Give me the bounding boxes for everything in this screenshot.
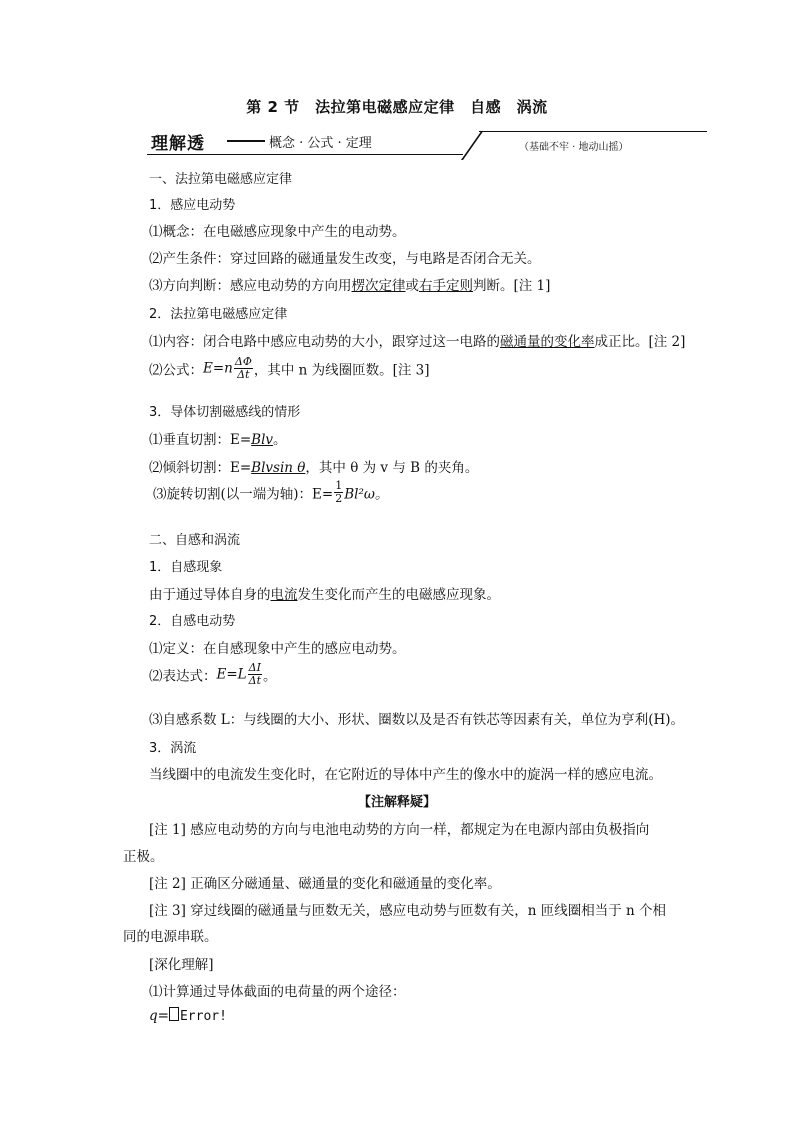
sec1-sub3-title: 3．导体切割磁感线的情形: [149, 405, 301, 420]
text: ，其中 θ 为 v 与 B 的夹角。: [305, 460, 479, 476]
banner-slant: [461, 132, 483, 160]
sec2-sub3-line1: 当线圈中的电流发生变化时，在它附近的导体中产生的像水中的旋涡一样的感应电流。: [149, 767, 662, 783]
banner-overline: [479, 131, 707, 132]
section-2-heading: 二、自感和涡流: [149, 533, 241, 548]
text: 。: [263, 668, 277, 685]
sec1-sub3-line1: [149, 428, 287, 448]
denominator: Δt: [237, 368, 250, 381]
formula: E=L: [216, 666, 247, 683]
text: 发生变化而产生的电磁感应现象。: [297, 587, 500, 603]
sec1-sub3-line3: [153, 480, 388, 505]
sec1-sub1-line3: [149, 274, 550, 294]
sec2-sub1-title: 1．自感现象: [149, 560, 223, 575]
note-2: [注 2] 正确区分磁通量、磁通量的变化和磁通量的变化率。: [149, 876, 501, 892]
note-1-line2: 正极。: [123, 849, 164, 865]
deep-line1: ⑴计算通过导体截面的电荷量的两个途径：: [149, 984, 406, 1000]
sec1-sub1-line2: ⑵产生条件：穿过回路的磁通量发生改变，与电路是否闭合无关。: [149, 251, 541, 267]
sec1-sub1-title: 1．感应电动势: [149, 198, 236, 213]
text: ⑵公式：: [149, 362, 203, 379]
numerator: 1: [335, 479, 343, 492]
formula: q=: [149, 1008, 169, 1024]
text: ，其中 n 为线圈匝数。[注 3]: [253, 362, 430, 379]
deep-understanding-heading: [深化理解]: [149, 957, 214, 973]
page-title: 第 2 节 法拉第电磁感应定律 自感 涡流: [246, 98, 548, 116]
note-3-line1: [注 3] 穿过线圈的磁通量与匝数无关，感应电动势与匝数有关，n 匝线圈相当于 n 个相: [149, 903, 666, 919]
text: ⑴垂直切割：E=: [149, 432, 252, 448]
banner-sub-label: 概念 · 公式 · 定理: [269, 136, 372, 151]
underlined-term: Blv: [251, 432, 274, 448]
section-1-heading: 一、法拉第电磁感应定律: [149, 172, 293, 187]
section-banner: [147, 128, 707, 160]
note-3-line2: 同的电源串联。: [123, 929, 218, 945]
text: ⑵表达式：: [149, 668, 217, 685]
text: ⑴内容：闭合电路中感应电动势的大小，跟穿过这一电路的: [149, 334, 500, 350]
sec1-sub2-formula-line: [149, 356, 430, 381]
text: ⑶方向判断：感应电动势的方向用: [149, 278, 352, 294]
missing-glyph-icon: [169, 1007, 179, 1021]
sec1-sub3-line2: [149, 456, 478, 476]
formula: E=n: [203, 360, 233, 377]
underlined-term: 右手定则: [419, 278, 473, 294]
numerator: ΔI: [248, 661, 261, 674]
text: ⑵倾斜切割：E=: [149, 460, 252, 476]
underlined-term: 磁通量的变化率: [500, 334, 595, 350]
sec2-sub2-line1: ⑴定义：在自感现象中产生的感应电动势。: [149, 641, 406, 657]
denominator: 2: [335, 492, 343, 505]
text: 。: [273, 432, 287, 448]
sec2-sub2-title: 2．自感电动势: [149, 614, 236, 629]
sec1-sub1-line1: ⑴概念：在电磁感应现象中产生的电动势。: [149, 224, 406, 240]
notes-heading: 【注解释疑】: [357, 795, 436, 810]
text: ⑶旋转切割(以一端为轴)：E=: [153, 486, 334, 503]
text: 判断。[注 1]: [473, 278, 551, 294]
sec2-sub2-line3: ⑶自感系数 L：与线圈的大小、形状、圈数以及是否有铁芯等因素有关，单位为亨利(H)。: [149, 712, 685, 728]
banner-tag: （基础不牢 · 地动山摇）: [519, 142, 629, 153]
sec2-sub2-formula-line: [149, 662, 277, 687]
text: 由于通过导体自身的: [149, 587, 271, 603]
sec1-sub2-line1: [149, 330, 685, 350]
banner-dash: [227, 140, 265, 142]
sec2-sub3-title: 3．涡流: [149, 741, 197, 756]
banner-main-label: 理解透: [151, 134, 205, 154]
denominator: Δt: [248, 674, 262, 687]
sec2-sub1-line1: [149, 583, 500, 603]
sec1-sub2-title: 2．法拉第电磁感应定律: [149, 307, 288, 322]
underlined-term: 楞次定律: [351, 278, 406, 294]
fraction-flux-rate: [234, 356, 253, 381]
fraction-current-rate: [248, 662, 262, 687]
banner-underline: [147, 154, 463, 155]
numerator: ΔΦ: [234, 355, 252, 368]
text: 成正比。[注 2]: [594, 334, 686, 350]
note-1-line1: [注 1] 感应电动势的方向与电池电动势的方向一样，都规定为在电源内部由负极指向: [149, 822, 650, 838]
deep-line2: [149, 1007, 227, 1024]
error-text: Error!: [179, 1009, 227, 1024]
formula: Bl²ω。: [344, 486, 389, 503]
underlined-term: 电流: [270, 587, 298, 603]
text: 或: [405, 278, 419, 294]
fraction-one-half: [334, 480, 343, 505]
underlined-term: Blvsin θ: [251, 460, 306, 476]
